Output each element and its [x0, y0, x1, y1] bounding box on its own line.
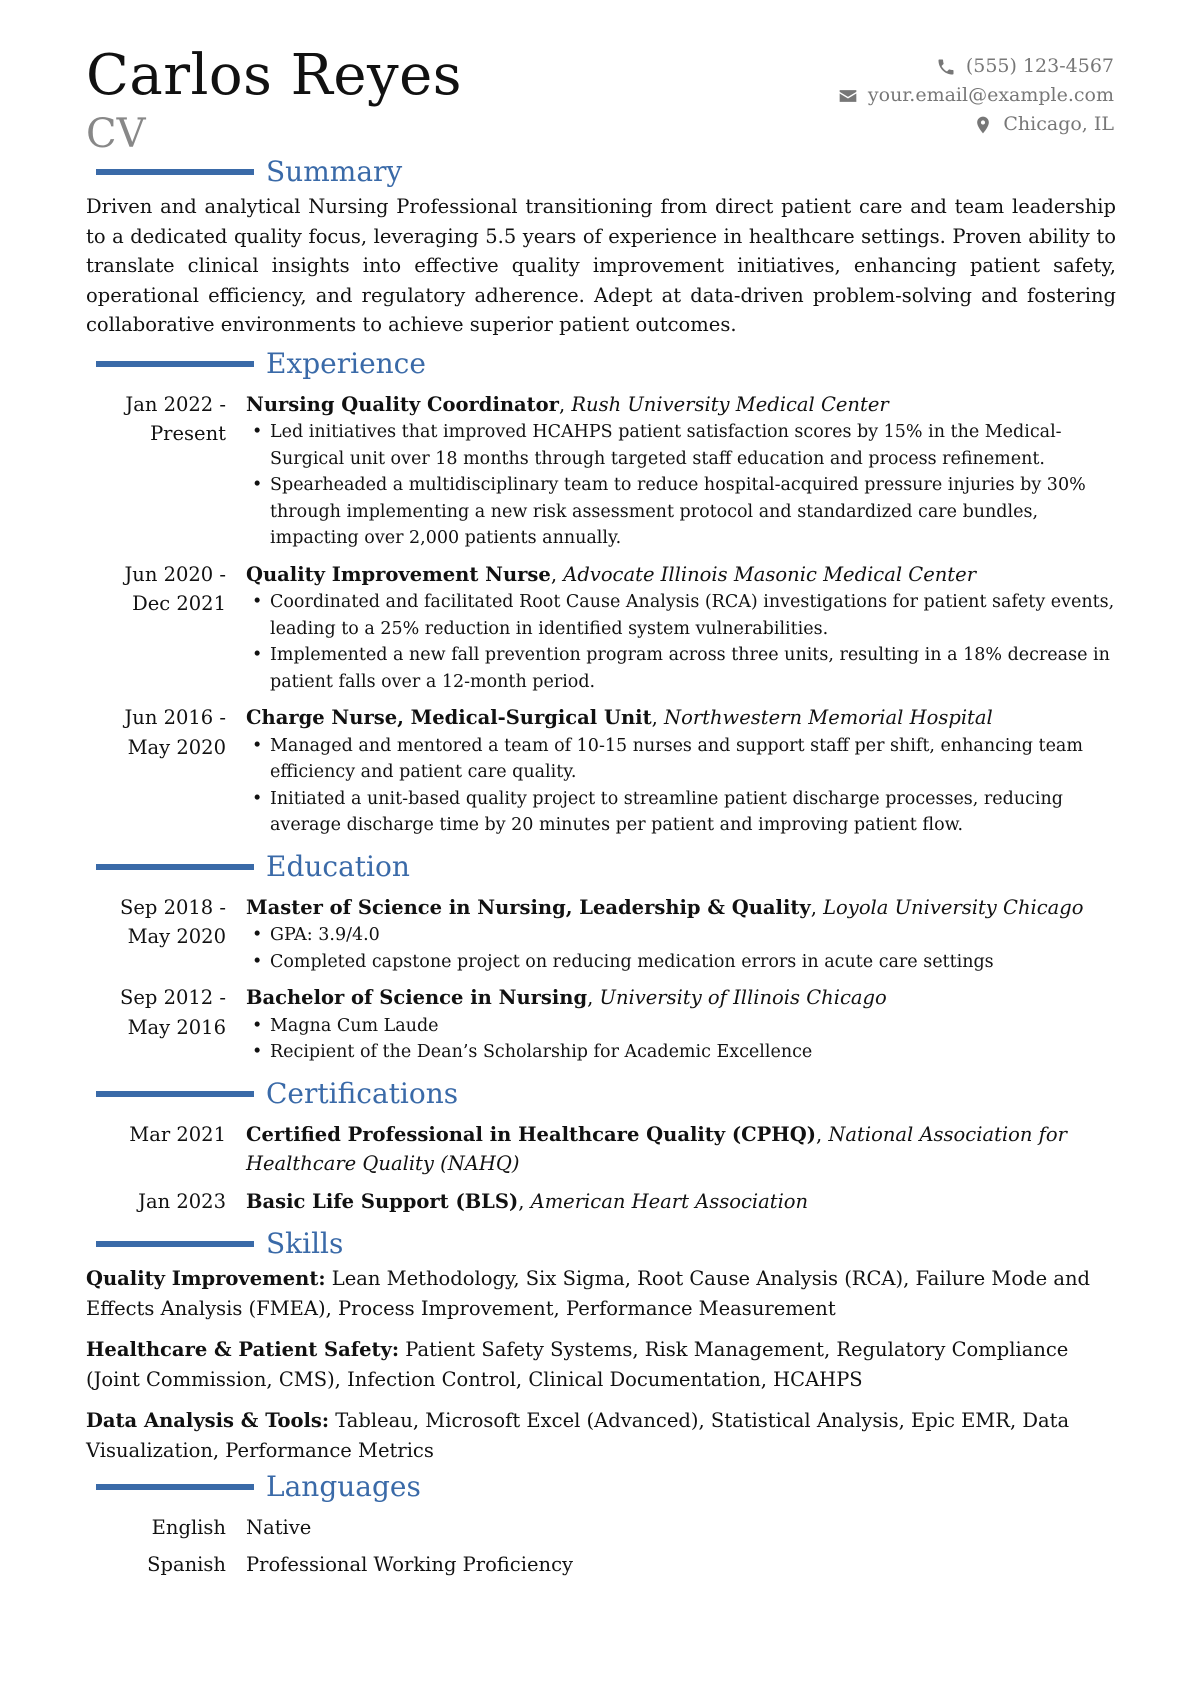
- section-rule: [96, 169, 254, 175]
- institution: University of Illinois Chicago: [599, 986, 887, 1009]
- entry-heading: Master of Science in Nursing, Leadership & Quality, Loyola University Chicago: [246, 895, 1084, 919]
- bullet-item: • Coordinated and facilitated Root Cause Analysis (RCA) investigations for patient safety events, leading to a 25% reduction in identified system vulnerabilities.: [246, 589, 1116, 642]
- education-entry: [86, 983, 1116, 1066]
- contact-block: [838, 52, 1114, 139]
- skill-label: Healthcare & Patient Safety:: [86, 1338, 400, 1361]
- location-text: Chicago, IL: [1003, 113, 1114, 135]
- language-name: Spanish: [147, 1552, 226, 1576]
- certification-entry: [86, 1187, 1116, 1217]
- contact-email: [838, 81, 1114, 110]
- entry-date: Jan 2022 - Present: [125, 392, 226, 445]
- bullet-list: [246, 1013, 1116, 1066]
- entry-body: [246, 1120, 1116, 1179]
- certification-entry: [86, 1120, 1116, 1179]
- job-title: Quality Improvement Nurse: [246, 562, 551, 586]
- section-education-header: [86, 847, 1116, 887]
- skill-label: Quality Improvement:: [86, 1267, 326, 1290]
- entry-body: [246, 1187, 1116, 1217]
- certification-title: Certified Professional in Healthcare Quality (CPHQ): [246, 1122, 816, 1146]
- entry-date: Jun 2016 - May 2020: [124, 706, 226, 759]
- language-level: Professional Working Proficiency: [246, 1552, 574, 1576]
- section-rule: [96, 1091, 254, 1097]
- entry-heading: Basic Life Support (BLS), American Heart Association: [246, 1189, 809, 1213]
- skill-label: Data Analysis & Tools:: [86, 1409, 330, 1432]
- phone-text[interactable]: (555) 123-4567: [965, 55, 1114, 77]
- entry-heading: Bachelor of Science in Nursing, University of Illinois Chicago: [246, 986, 887, 1009]
- bullet-item: • Managed and mentored a team of 10-15 nurses and support staff per shift, enhancing team efficiency and patient care quality.: [246, 733, 1116, 786]
- bullet-item: • Recipient of the Dean’s Scholarship for Academic Excellence: [246, 1039, 1116, 1066]
- degree-title: Bachelor of Science in Nursing: [246, 986, 588, 1009]
- summary-text: Driven and analytical Nursing Professional transitioning from direct patient care and team leadership to a dedicated quality focus, leveraging 5.5 years of experience in healthcare settings. Proven ability to translate clinical insights into effective quality improvement initiatives, enhancing patient safety, operational efficiency, and regulatory adherence. Adept at data-driven problem-solving and fostering collaborative environments to achieve superior patient outcomes.: [86, 195, 1116, 336]
- entry-date: Jun 2020 - Dec 2021: [124, 562, 226, 615]
- bullet-item: • Led initiatives that improved HCAHPS patient satisfaction scores by 15% in the Medical-Surgical unit over 18 months through targeted staff education and process refinement.: [246, 419, 1116, 472]
- bullet-list: [246, 589, 1116, 695]
- skill-values: Patient Safety Systems, Risk Management, Regulatory Compliance (Joint Commission, CMS), Infection Control, Clinical Documentation, HCAHPS: [86, 1338, 1069, 1391]
- section-rule: [96, 1484, 254, 1490]
- bullet-item: • Initiated a unit-based quality project to streamline patient discharge processes, reducing average discharge time by 20 minutes per patient and improving patient flow.: [246, 786, 1116, 839]
- section-rule: [96, 361, 254, 367]
- section-summary-header: [86, 152, 1116, 192]
- entry-body: [246, 560, 1116, 696]
- skill-values: Tableau, Microsoft Excel (Advanced), Statistical Analysis, Epic EMR, Data Visualization, Performance Metrics: [86, 1409, 1070, 1462]
- section-certifications-header: [86, 1074, 1116, 1114]
- job-title: Charge Nurse, Medical-Surgical Unit: [246, 706, 652, 729]
- entry-heading: Nursing Quality Coordinator, Rush University Medical Center: [246, 392, 889, 416]
- entry-date: Sep 2012 - May 2016: [120, 986, 226, 1039]
- employer: Northwestern Memorial Hospital: [664, 706, 993, 729]
- issuer: National Association for Healthcare Quality (NAHQ): [246, 1122, 1067, 1175]
- experience-entry: [86, 390, 1116, 552]
- job-title: Nursing Quality Coordinator: [246, 392, 559, 416]
- skill-values: Lean Methodology, Six Sigma, Root Cause Analysis (RCA), Failure Mode and Effects Analysis (FMEA), Process Improvement, Performance Measurement: [86, 1267, 1091, 1320]
- entry-body: [246, 893, 1116, 976]
- email-text[interactable]: your.email@example.com: [867, 84, 1114, 106]
- section-rule: [96, 1241, 254, 1247]
- language-name: English: [151, 1516, 226, 1539]
- bullet-item: • Magna Cum Laude: [246, 1013, 1116, 1040]
- section-skills-header: [86, 1224, 1116, 1264]
- contact-location: [838, 110, 1114, 139]
- section-rule: [96, 864, 254, 870]
- education-entry: [86, 893, 1116, 976]
- section-title-languages: Languages: [266, 1470, 421, 1503]
- employer: Rush University Medical Center: [571, 392, 889, 416]
- issuer: American Heart Association: [530, 1189, 809, 1213]
- language-row: [86, 1513, 1116, 1543]
- entry-heading: Charge Nurse, Medical-Surgical Unit, Northwestern Memorial Hospital: [246, 706, 993, 729]
- envelope-icon: [838, 86, 858, 106]
- degree-title: Master of Science in Nursing, Leadership & Quality: [246, 895, 811, 919]
- bullet-item: • Completed capstone project on reducing medication errors in acute care settings: [246, 949, 1116, 976]
- skill-group: [86, 1335, 1116, 1394]
- employer: Advocate Illinois Masonic Medical Center: [563, 562, 977, 586]
- contact-phone: [838, 52, 1114, 81]
- section-title-certifications: Certifications: [266, 1076, 459, 1110]
- map-pin-icon: [973, 115, 993, 135]
- section-experience-header: [86, 344, 1116, 384]
- phone-icon: [936, 57, 956, 77]
- experience-entry: [86, 560, 1116, 696]
- section-title-skills: Skills: [266, 1227, 344, 1260]
- language-level: Native: [246, 1516, 312, 1539]
- certification-title: Basic Life Support (BLS): [246, 1189, 519, 1213]
- skill-group: [86, 1406, 1116, 1465]
- section-title-summary: Summary: [266, 155, 403, 188]
- institution: Loyola University Chicago: [823, 895, 1084, 919]
- section-title-experience: Experience: [266, 346, 426, 380]
- experience-entry: [86, 703, 1116, 839]
- entry-body: [246, 703, 1116, 839]
- bullet-item: • GPA: 3.9/4.0: [246, 922, 1116, 949]
- bullet-item: • Spearheaded a multidisciplinary team to reduce hospital-acquired pressure injuries by 30% through implementing a new risk assessment protocol and standardized care bundles, impacting over 2,000 patients annually.: [246, 472, 1116, 552]
- entry-body: [246, 390, 1116, 552]
- document-subtitle: CV: [86, 111, 146, 157]
- entry-date: Sep 2018 - May 2020: [120, 895, 226, 948]
- entry-date: Jan 2023: [138, 1189, 226, 1213]
- section-title-education: Education: [266, 849, 410, 883]
- candidate-name: Carlos Reyes: [86, 43, 462, 108]
- entry-heading: Quality Improvement Nurse, Advocate Illinois Masonic Medical Center: [246, 562, 977, 586]
- cv-content: [86, 152, 1116, 1586]
- bullet-list: [246, 733, 1116, 839]
- entry-heading: Certified Professional in Healthcare Quality (CPHQ), National Association for Healthcare Quality (NAHQ): [246, 1122, 1067, 1175]
- section-languages-header: [86, 1467, 1116, 1507]
- bullet-list: [246, 922, 1116, 975]
- bullet-item: • Implemented a new fall prevention program across three units, resulting in a 18% decrease in patient falls over a 12-month period.: [246, 642, 1116, 695]
- bullet-list: [246, 419, 1116, 552]
- skill-group: [86, 1264, 1116, 1323]
- entry-date: Mar 2021: [129, 1122, 226, 1146]
- entry-body: [246, 983, 1116, 1066]
- language-row: [86, 1550, 1116, 1580]
